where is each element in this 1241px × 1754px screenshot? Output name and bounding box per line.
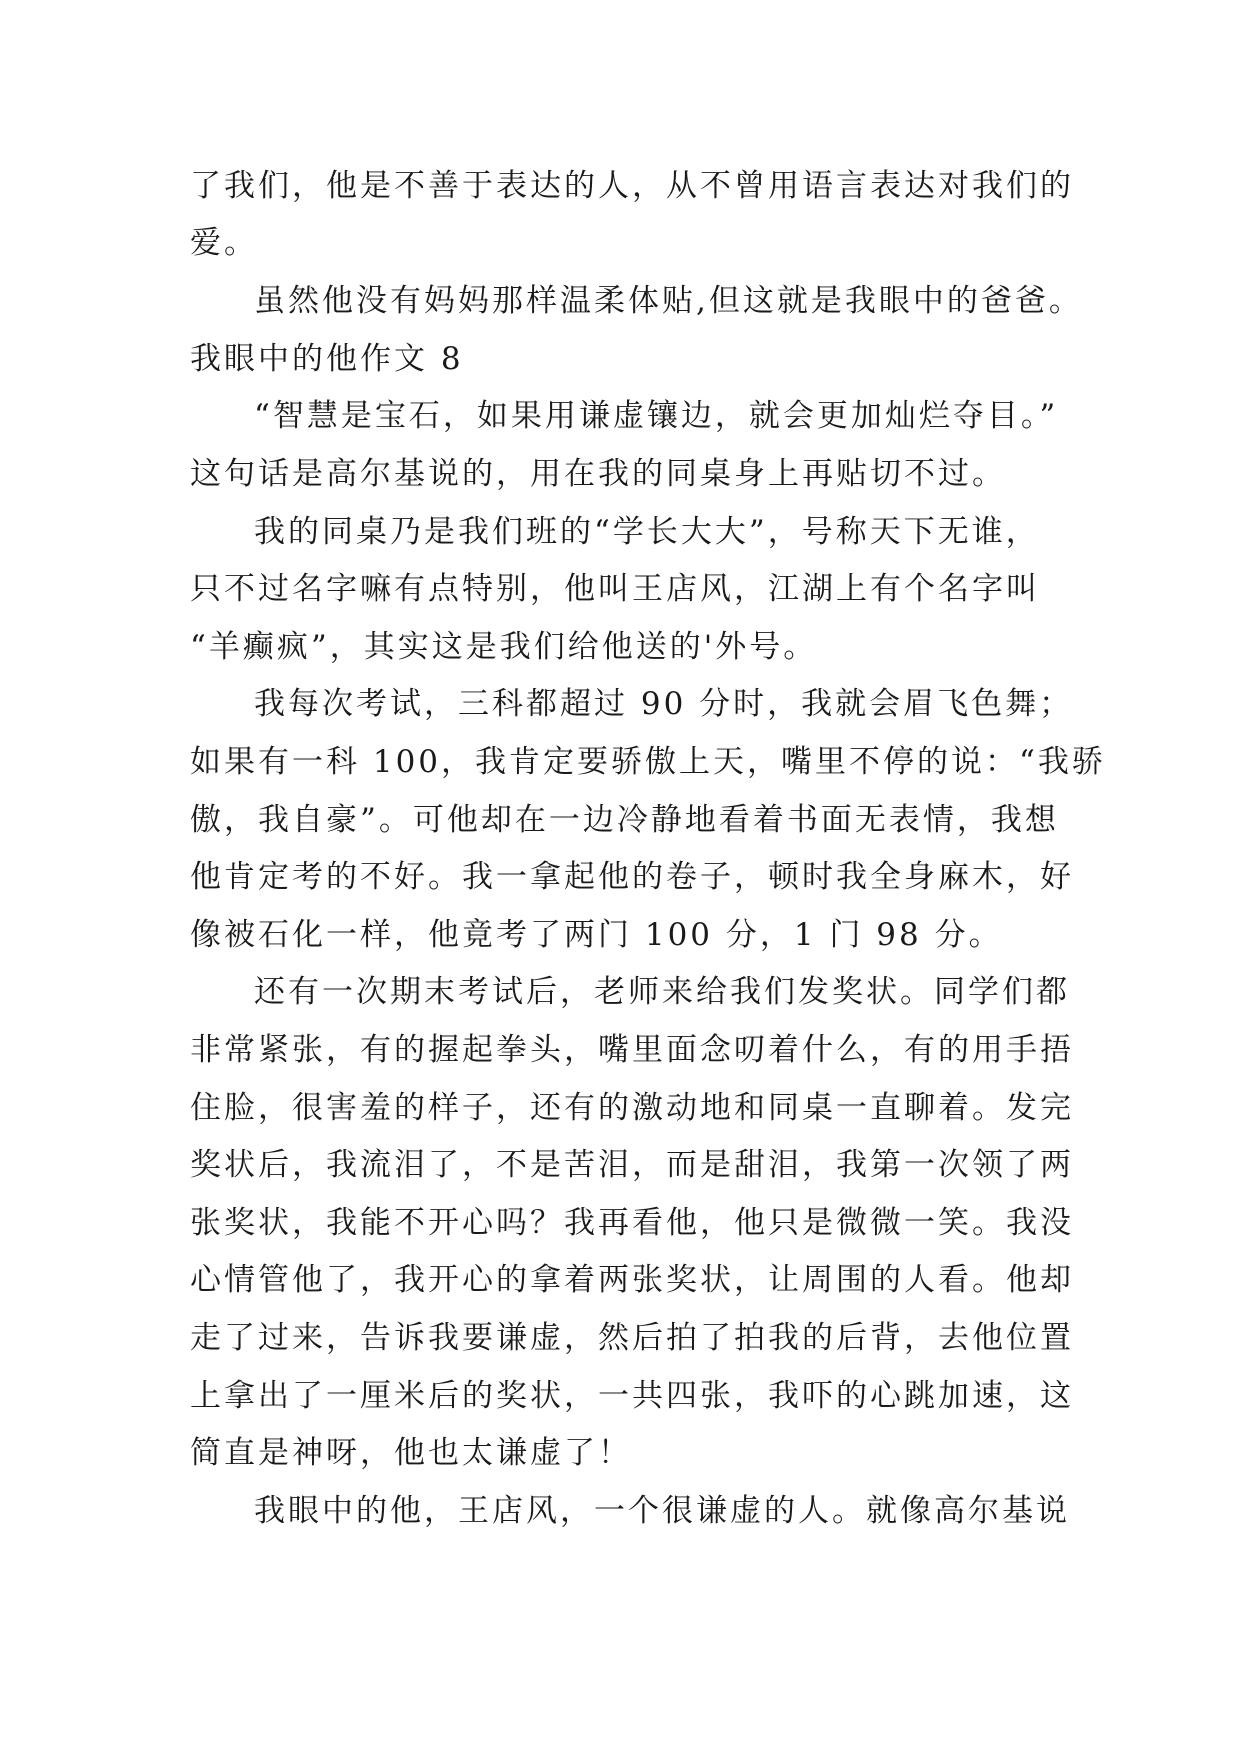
text-line: 张奖状，我能不开心吗？我再看他，他只是微微一笑。我没: [190, 1205, 1074, 1241]
text-line: 非常紧张，有的握起拳头，嘴里面念叨着什么，有的用手捂: [190, 1032, 1074, 1068]
text-line: 只不过名字嘛有点特别，他叫王店风，江湖上有个名字叫: [190, 571, 1040, 607]
text-line: 他肯定考的不好。我一拿起他的卷子，顿时我全身麻木，好: [190, 859, 1074, 895]
text-line: 虽然他没有妈妈那样温柔体贴,但这就是我眼中的爸爸。: [254, 283, 1083, 319]
text-line: 傲，我自豪”。可他却在一边冷静地看着书面无表情，我想: [190, 802, 1059, 838]
text-line: 住脸，很害羞的样子，还有的激动地和同桌一直聊着。发完: [190, 1090, 1074, 1126]
text-line: “羊癫疯”，其实这是我们给他送的'外号。: [190, 629, 818, 665]
text-line: 上拿出了一厘米后的奖状，一共四张，我吓的心跳加速，这: [190, 1378, 1074, 1414]
text-line: 如果有一科 100，我肯定要骄傲上天，嘴里不停的说：“我骄: [190, 744, 1106, 780]
text-line: 爱。: [190, 225, 258, 261]
text-line: 心情管他了，我开心的拿着两张奖状，让周围的人看。他却: [190, 1262, 1074, 1298]
text-line: 我眼中的他，王店风，一个很谦虚的人。就像高尔基说: [254, 1493, 1070, 1529]
text-line: 简直是神呀，他也太谦虚了！: [190, 1435, 632, 1471]
text-line: 了我们，他是不善于表达的人，从不曾用语言表达对我们的: [190, 168, 1074, 204]
text-line: 这句话是高尔基说的，用在我的同桌身上再贴切不过。: [190, 456, 1006, 492]
section-heading: 我眼中的他作文 8: [190, 341, 464, 377]
text-line: 奖状后，我流泪了，不是苦泪，而是甜泪，我第一次领了两: [190, 1147, 1074, 1183]
text-line: 我每次考试，三科都超过 90 分时，我就会眉飞色舞；: [254, 686, 1074, 722]
text-line: 还有一次期末考试后，老师来给我们发奖状。同学们都: [254, 974, 1070, 1010]
text-line: 像被石化一样，他竟考了两门 100 分，1 门 98 分。: [190, 917, 1003, 953]
text-line: 我的同桌乃是我们班的“学长大大”，号称天下无谁，: [254, 514, 1040, 550]
text-line: “智慧是宝石，如果用谦虚镶边，就会更加灿烂夺目。”: [254, 398, 1059, 434]
text-line: 走了过来，告诉我要谦虚，然后拍了拍我的后背，去他位置: [190, 1320, 1074, 1356]
